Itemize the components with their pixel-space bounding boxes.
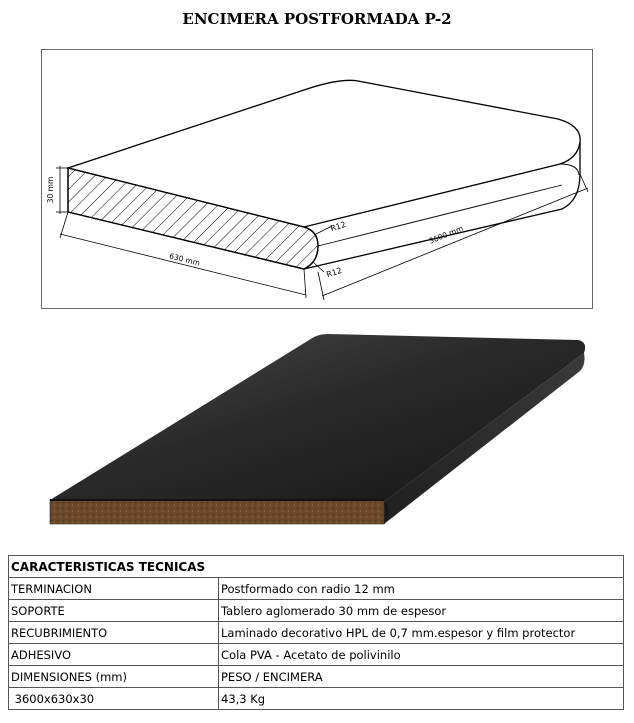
table-row [9,688,624,710]
spec-value: Cola PVA - Acetato de polivinilo [219,644,624,666]
specs-table [8,555,624,710]
table-row [9,644,624,666]
spec-label: RECUBRIMIENTO [9,622,219,644]
spec-label: 3600x630x30 [9,688,219,710]
svg-text:30 mm: 30 mm [46,176,55,204]
spec-value: Postformado con radio 12 mm [219,578,624,600]
spec-label: TERMINACION [9,578,219,600]
spec-label: SOPORTE [9,600,219,622]
countertop-photo [44,333,590,529]
spec-label: ADHESIVO [9,644,219,666]
page-title: ENCIMERA POSTFORMADA P-2 [182,10,452,28]
svg-text:3600 mm: 3600 mm [427,223,465,246]
table-header-row [9,556,624,578]
dimension-thickness [46,166,68,214]
svg-text:630 mm: 630 mm [168,251,201,268]
table-row [9,578,624,600]
spec-value: 43,3 Kg [219,688,624,710]
spec-label: DIMENSIONES (mm) [9,666,219,688]
specs-heading: CARACTERISTICAS TECNICAS [9,556,624,578]
table-row [9,600,624,622]
spec-value: Laminado decorativo HPL de 0,7 mm.espesor y film protector [219,622,624,644]
svg-text:R12: R12 [325,265,344,280]
countertop-outline [68,80,580,269]
technical-drawing [41,49,593,309]
table-row [9,622,624,644]
spec-value: PESO / ENCIMERA [219,666,624,688]
spec-value: Tablero aglomerado 30 mm de espesor [219,600,624,622]
svg-text:R12: R12 [329,219,348,234]
table-row [9,666,624,688]
